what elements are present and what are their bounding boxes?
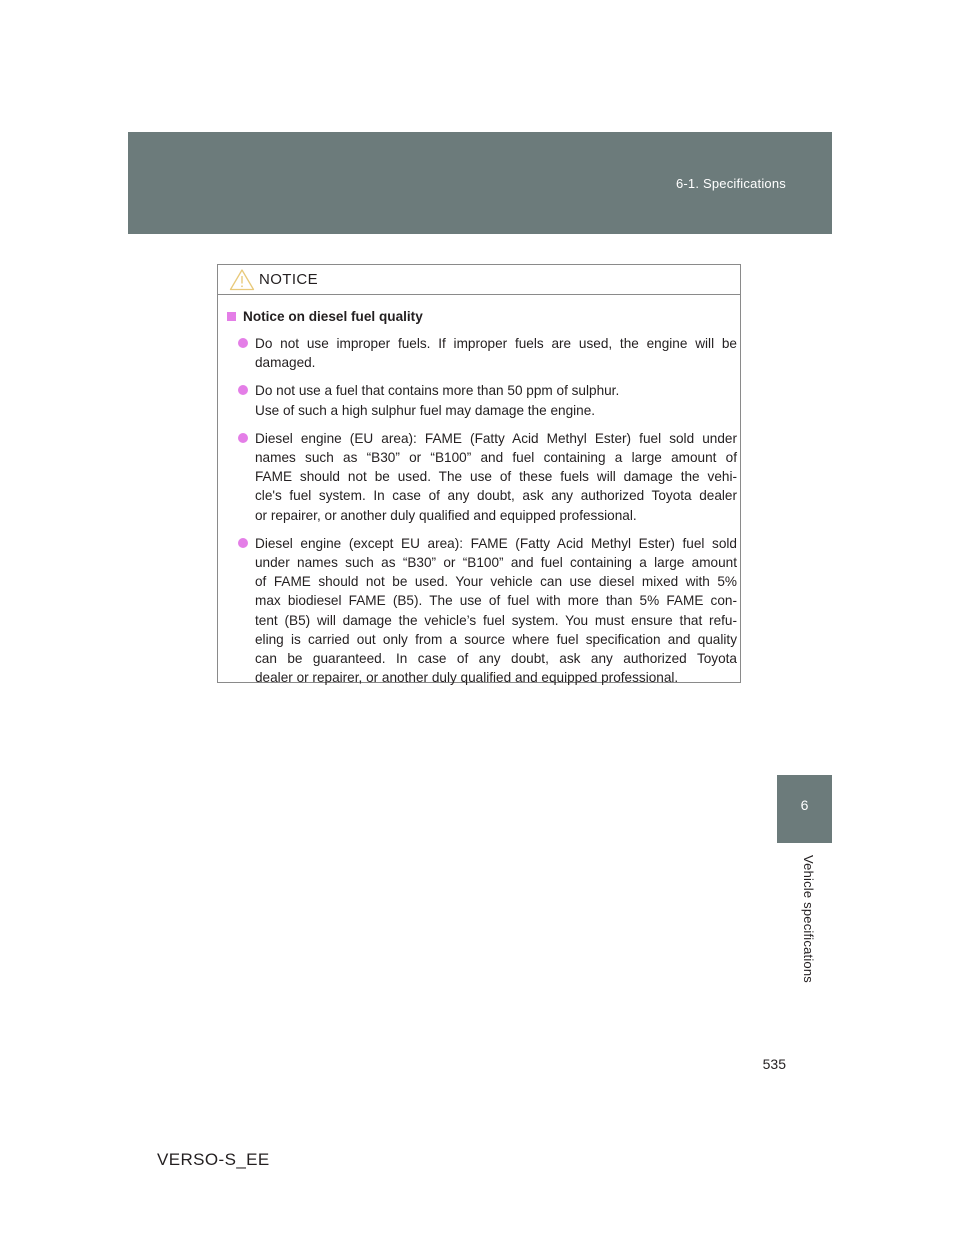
square-bullet-icon xyxy=(227,312,236,321)
header-band xyxy=(128,132,832,234)
chapter-tab xyxy=(777,775,832,843)
bullet-line: FAME should not be used. The use of these fuels will damage the vehi- xyxy=(255,469,737,485)
notice-title: NOTICE xyxy=(259,271,319,288)
notice-heading xyxy=(225,308,737,326)
bullet-line: can be guaranteed. In case of any doubt, ask any authorized Toyota xyxy=(255,651,737,667)
bullet-line: Use of such a high sulphur fuel may damage the engine. xyxy=(255,402,596,418)
chapter-number: 6 xyxy=(800,797,809,813)
dot-bullet-icon xyxy=(238,538,248,548)
bullet-line: tent (B5) will damage the vehicle’s fuel system. You must ensure that refu- xyxy=(255,612,737,628)
bullet-line: Diesel engine (except EU area): FAME (Fatty Acid Methyl Ester) fuel sold xyxy=(255,535,737,551)
bullet-line: Do not use a fuel that contains more than 50 ppm of sulphur. xyxy=(255,383,620,399)
dot-bullet-icon xyxy=(238,433,248,443)
dot-bullet-icon xyxy=(238,385,248,395)
bullet-item xyxy=(225,334,737,372)
notice-header xyxy=(218,265,740,295)
bullet-line: of FAME should not be used. Your vehicle can use diesel mixed with 5% xyxy=(255,574,737,590)
bullet-line: cle's fuel system. In case of any doubt, ask any authorized Toyota dealer xyxy=(255,488,737,504)
bullet-item xyxy=(225,381,737,419)
bullet-line: names such as “B30” or “B100” and fuel containing a large amount of xyxy=(255,450,737,466)
bullet-line: or repairer, or another duly qualified and equipped professional. xyxy=(255,507,637,523)
chapter-title: Vehicle specifications xyxy=(801,855,816,983)
bullet-line: Diesel engine (EU area): FAME (Fatty Acid Methyl Ester) fuel sold under xyxy=(255,430,737,446)
bullet-item xyxy=(225,534,737,688)
document-code: VERSO-S_EE xyxy=(157,1150,270,1169)
notice-box xyxy=(217,264,741,686)
bullet-line: eling is carried out only from a source where fuel specification and quality xyxy=(255,631,737,647)
section-label: 6-1. Specifications xyxy=(675,176,786,191)
bullet-line: Do not use improper fuels. If improper fuels are used, the engine will be xyxy=(255,336,737,351)
bullet-line: max biodiesel FAME (B5). The use of fuel with more than 5% FAME con- xyxy=(255,593,737,609)
warning-triangle-icon xyxy=(229,268,255,291)
notice-body xyxy=(218,295,740,687)
notice-heading-text: Notice on diesel fuel quality xyxy=(243,309,423,324)
bullet-line: dealer or repairer, or another duly qualified and equipped professional. xyxy=(255,670,679,686)
bullet-line: under names such as “B30” or “B100” and fuel containing a large amount xyxy=(255,555,737,571)
page-number: 535 xyxy=(762,1056,786,1072)
bullet-line: damaged. xyxy=(255,355,316,371)
dot-bullet-icon xyxy=(238,338,248,348)
bullet-item xyxy=(225,429,737,525)
